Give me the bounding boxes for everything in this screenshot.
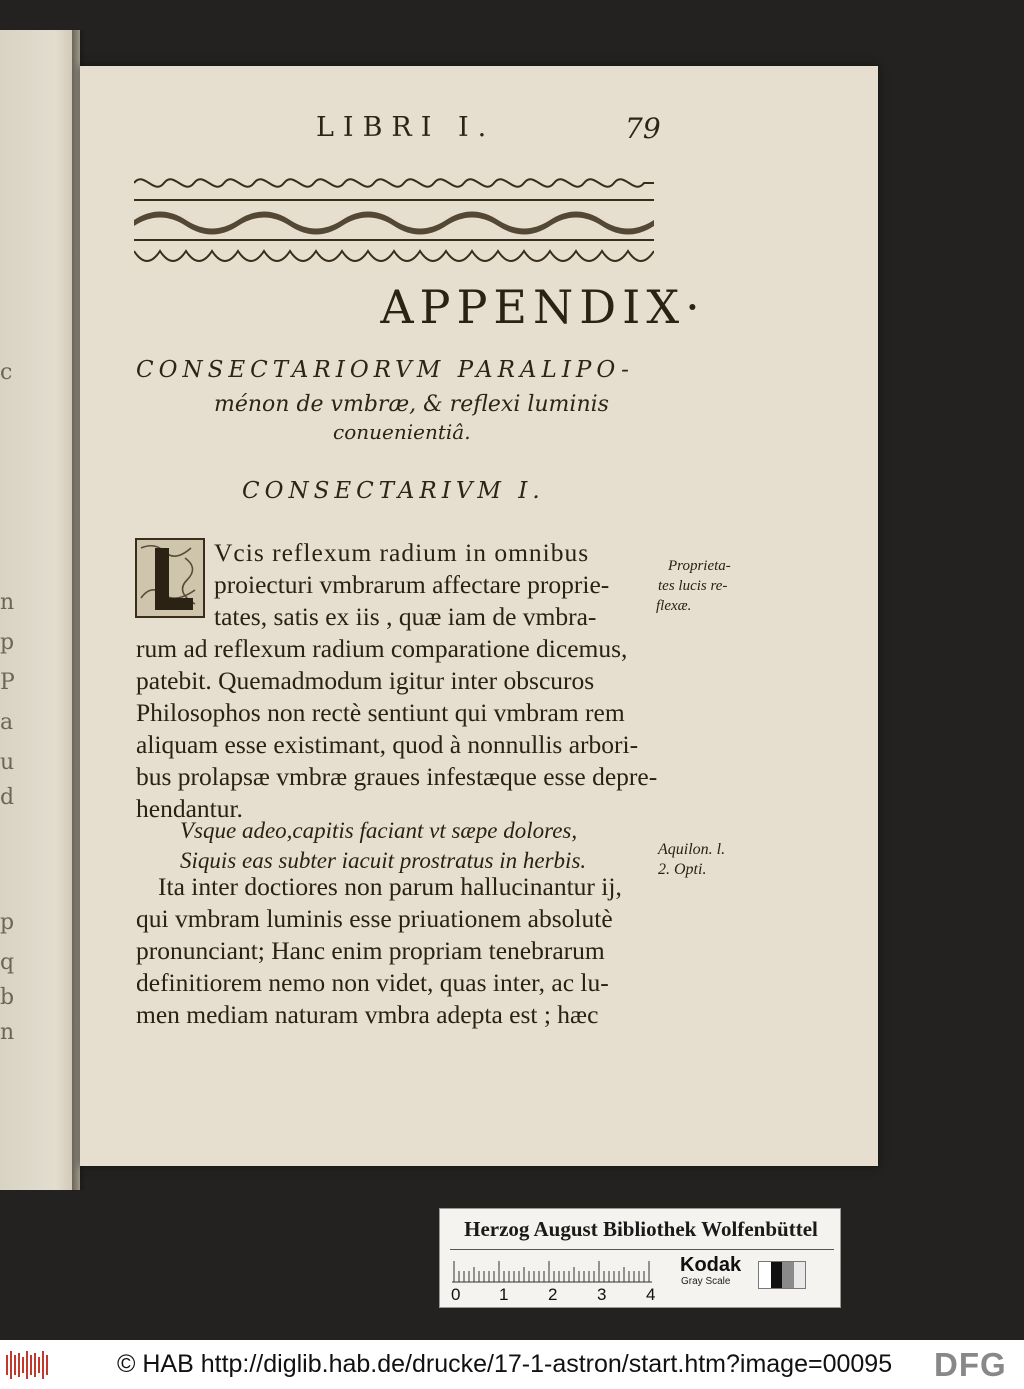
ornament-band-top: [134, 170, 654, 196]
marginal-note-line: tes lucis re-: [658, 578, 728, 594]
section-heading: CONSECTARIVM I.: [242, 478, 545, 504]
ruler-number: 2: [548, 1285, 558, 1304]
ornament-band-bottom: [134, 243, 654, 273]
ruler-number: 1: [499, 1285, 509, 1304]
subtitle-line-2: ménon de vmbræ, & reflexi luminis: [214, 392, 609, 417]
library-name: Herzog August Bibliothek Wolfenbüttel: [464, 1217, 818, 1241]
light-swatch: [794, 1262, 806, 1288]
dfg-logo: DFG: [934, 1346, 1007, 1383]
marginal-note-line: 2. Opti.: [658, 861, 707, 878]
verse-line: Siquis eas subter iacuit prostratus in herbis.: [180, 848, 587, 873]
ruler-number: 4: [646, 1285, 656, 1304]
body-line: tates, satis ex iis , quæ iam de vmbra-: [214, 602, 597, 631]
library-color-target: [439, 1208, 841, 1308]
copyright-link[interactable]: © HAB http://diglib.hab.de/drucke/17-1-astron/start.htm?image=00095: [117, 1350, 893, 1378]
appendix-title: APPENDIX·: [380, 280, 706, 334]
ruler-number: 0: [451, 1285, 461, 1304]
hab-barcode-logo-icon: [6, 1351, 48, 1379]
marginal-note-line: Aquilon. l.: [658, 841, 726, 858]
page-number: 79: [625, 112, 661, 145]
marginal-note-line: Proprieta-: [668, 558, 731, 574]
gray-swatch: [782, 1262, 794, 1288]
body-line: Vcis reflexum radium in omnibus: [214, 538, 590, 567]
body-line: hendantur.: [136, 794, 243, 823]
previous-page-edge: c n p P a u d p q b n: [0, 30, 80, 1190]
body-line: rum ad reflexum radium comparatione dicemus,: [136, 634, 628, 663]
gray-scale-swatches: [758, 1261, 806, 1289]
body-line: definitiorem nemo non videt, quas inter, ac lu-: [136, 968, 609, 997]
ornament-band-middle: [134, 199, 654, 241]
footer-bar: [0, 1340, 1024, 1389]
subtitle-line-3: conuenientiâ.: [333, 420, 471, 444]
label-divider: [450, 1249, 834, 1250]
decorated-initial: [135, 538, 205, 618]
measurement-ruler: [452, 1257, 652, 1283]
marginal-note: [656, 556, 758, 616]
body-line: aliquam esse existimant, quod à nonnullis arbori-: [136, 730, 639, 759]
body-line: Philosophos non rectè sentiunt qui vmbram rem: [136, 698, 625, 727]
body-line: qui vmbram luminis esse priuationem absolutè: [136, 904, 613, 933]
running-head: LIBRI I.: [316, 112, 496, 143]
body-line: proiecturi vmbrarum affectare proprie-: [214, 570, 610, 599]
subtitle-line-1: CONSECTARIORVM PARALIPO-: [136, 357, 634, 383]
verse-line: Vsque adeo,capitis faciant vt sæpe dolores,: [180, 818, 578, 843]
body-line: men mediam naturam vmbra adepta est ; hæc: [136, 1000, 599, 1029]
gray-scale-caption: Gray Scale: [681, 1276, 731, 1287]
kodak-brand: Kodak: [680, 1254, 742, 1276]
black-swatch: [771, 1262, 783, 1288]
body-line: patebit. Quemadmodum igitur inter obscuros: [136, 666, 595, 695]
white-swatch: [759, 1262, 771, 1288]
body-line: bus prolapsæ vmbræ graues infestæque esse depre-: [136, 762, 658, 791]
marginal-note: [658, 840, 768, 880]
body-line: pronunciant; Hanc enim propriam tenebrarum: [136, 936, 605, 965]
body-line: Ita inter doctiores non parum hallucinantur ij,: [158, 872, 622, 901]
ruler-number: 3: [597, 1285, 607, 1304]
marginal-note-line: flexæ.: [656, 598, 692, 614]
